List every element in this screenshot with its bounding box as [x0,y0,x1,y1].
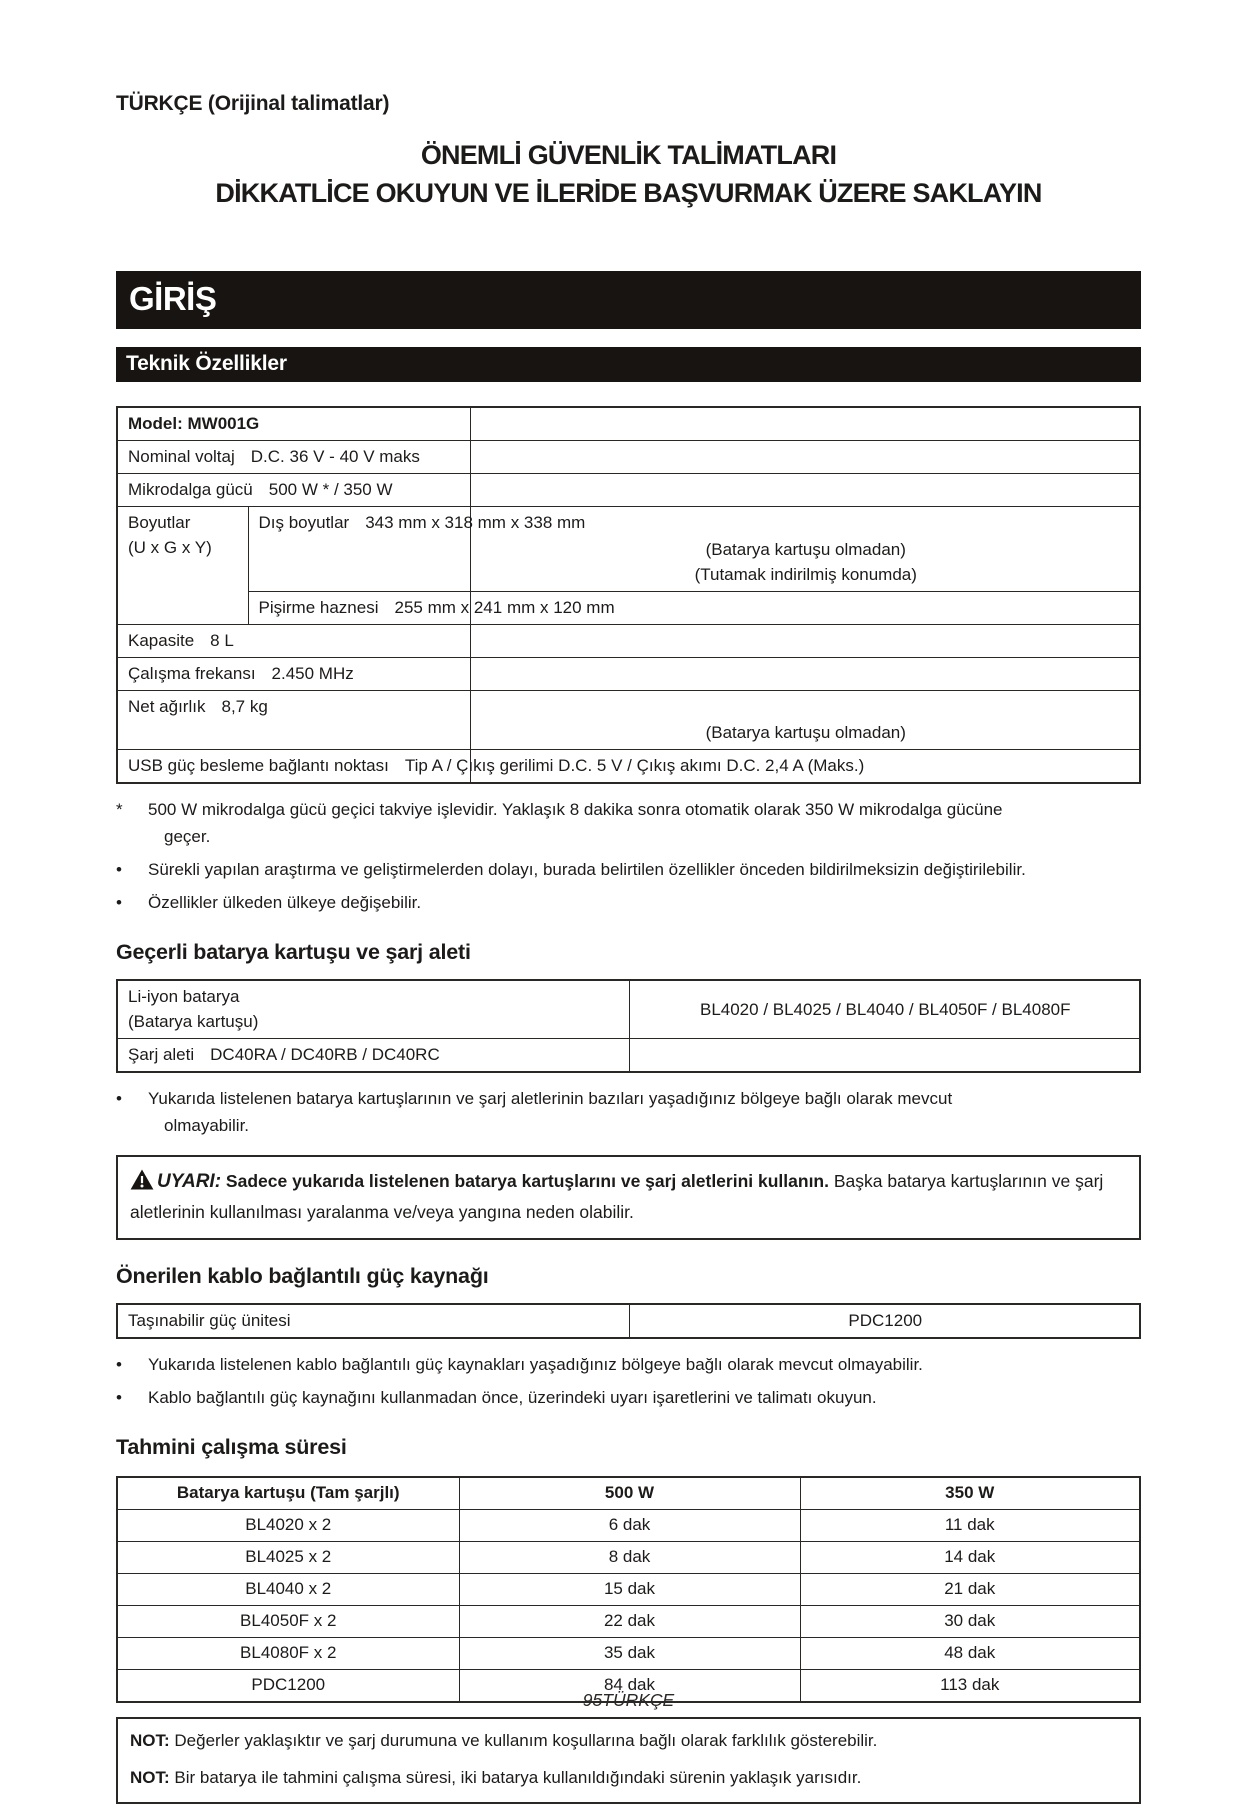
spec-outer-dim-value: 343 mm x 318 mm x 338 mm [365,513,586,532]
warning-bold-text: Sadece yukarıda listelenen batarya kartuşlarını ve şarj aletlerini kullanın. [225,1171,829,1191]
footnote-bullet-2: • Özellikler ülkeden ülkeye değişebilir. [116,889,1036,916]
spec-table [116,406,1141,784]
table-row: BL4080F x 2 35 dak 48 dak [117,1638,1140,1670]
note-label: NOT: [130,1731,170,1750]
page-title-line2: DİKKATLİCE OKUYUN VE İLERİDE BAŞVURMAK ÜZERE SAKLAYIN [215,178,1042,208]
page-title-line1: ÖNEMLİ GÜVENLİK TALİMATLARI [420,140,837,170]
spec-weight-value: 8,7 kg [221,697,268,716]
note-label: NOT: [130,1768,170,1787]
table-row [117,407,1140,441]
section-heading-tech-specs: Teknik Özellikler [116,347,1141,382]
note-line-2: NOT: Bir batarya ile tahmini çalışma süresi, iki batarya kullanıldığındaki sürenin yaklaşık yarısıdır. [130,1768,862,1787]
spec-weight-label: Net ağırlık [128,697,206,716]
spec-outer-dim-notes: (Batarya kartuşu olmadan) (Tutamak indirilmiş konumda) [470,507,1140,592]
runtime-header-500w: 500 W [459,1477,800,1510]
bullet-marker: • [116,860,122,879]
spec-cavity-value: 255 mm x 241 mm x 120 mm [394,598,615,617]
battery-label-cell: Li-iyon batarya (Batarya kartuşu) [117,980,629,1039]
footer-language: TÜRKÇE [602,1690,675,1710]
table-row [117,691,1140,750]
spec-usb-value: Tip A / Çıkış gerilimi D.C. 5 V / Çıkış akımı D.C. 2,4 A (Maks.) [404,756,865,775]
spec-cavity-label: Pişirme haznesi [258,598,379,617]
runtime-header-350w: 350 W [800,1477,1140,1510]
table-row: PDC1200 84 dak 113 dak [117,1670,1140,1703]
table-row [117,1304,1140,1338]
corded-label-cell: Taşınabilir güç ünitesi [117,1304,629,1338]
footnote-star: * 500 W mikrodalga gücü geçici takviye işlevidir. Yaklaşık 8 dakika sonra otomatik olarak 350 W mikrodalga gücüne geçer. [116,796,1036,850]
table-row [117,474,1140,507]
spec-dimensions-label: Boyutlar (U x G x Y) [117,507,248,625]
notes-box [116,1717,1141,1804]
runtime-table [116,1476,1141,1703]
table-row [117,625,1140,658]
bullet-marker: • [116,1355,122,1374]
warning-triangle-icon [130,1169,154,1198]
table-row [117,658,1140,691]
table-row: BL4020 x 2 6 dak 11 dak [117,1510,1140,1542]
warning-box [116,1155,1141,1240]
spec-usb-label: USB güç besleme bağlantı noktası [128,756,389,775]
spec-voltage-label: Nominal voltaj [128,447,235,466]
footnote-bullet-1: • Sürekli yapılan araştırma ve geliştirmelerden dolayı, burada belirtilen özellikler önceden bildirilmeksizin değiştirilebilir. [116,856,1036,883]
page-number: 95 [582,1690,603,1710]
warning-normal-text: Başka batarya kartuşlarının ve şarj aletlerinin kullanılması yaralanma ve/veya yangına neden olabilir. [130,1171,1104,1222]
warning-label: UYARI: [157,1171,222,1192]
battery-value-cell: BL4020 / BL4025 / BL4040 / BL4050F / BL4080F [629,980,1140,1039]
table-row [117,441,1140,474]
corded-value-cell: PDC1200 [629,1304,1140,1338]
bullet-marker: • [116,1089,122,1108]
table-row [117,507,1140,592]
table-row [117,592,1140,625]
section-heading-runtime: Tahmini çalışma süresi [116,1435,347,1459]
section-banner-giris: GİRİŞ [116,271,1141,329]
table-header-row [117,1477,1140,1510]
language-header: TÜRKÇE (Orijinal talimatlar) [116,92,390,115]
bullet-marker: • [116,1388,122,1407]
table-row: BL4025 x 2 8 dak 14 dak [117,1542,1140,1574]
runtime-header-battery: Batarya kartuşu (Tam şarjlı) [117,1477,459,1510]
charger-value: DC40RA / DC40RB / DC40RC [210,1045,440,1064]
page-footer [116,1690,1141,1711]
spec-model: Model: MW001G [128,414,260,433]
footnote-star-marker: * [116,800,123,819]
table-row: BL4050F x 2 22 dak 30 dak [117,1606,1140,1638]
bullet-marker: • [116,893,122,912]
spec-capacity-value: 8 L [210,631,234,650]
corded-power-table [116,1303,1141,1339]
battery-table [116,979,1141,1073]
spec-weight-note: (Batarya kartuşu olmadan) [470,691,1140,750]
charger-label: Şarj aleti [128,1045,195,1064]
spec-frequency-label: Çalışma frekansı [128,664,256,683]
section-heading-battery: Geçerli batarya kartuşu ve şarj aleti [116,940,471,964]
spec-power-value: 500 W * / 350 W [268,480,393,499]
page-content [116,0,1141,1804]
table-row [117,980,1140,1039]
spec-voltage-value: D.C. 36 V - 40 V maks [250,447,420,466]
table-row [117,1039,1140,1073]
table-row: BL4040 x 2 15 dak 21 dak [117,1574,1140,1606]
table-row [117,750,1140,784]
note-line-1: NOT: Değerler yaklaşıktır ve şarj durumuna ve kullanım koşullarına bağlı olarak farklılık gösterebilir. [130,1731,878,1750]
corded-note-2: • Kablo bağlantılı güç kaynağını kullanmadan önce, üzerindeki uyarı işaretlerini ve talimatı okuyun. [116,1384,1036,1411]
spec-frequency-value: 2.450 MHz [271,664,354,683]
spec-power-label: Mikrodalga gücü [128,480,253,499]
spec-outer-dim-label: Dış boyutlar [258,513,350,532]
section-heading-corded: Önerilen kablo bağlantılı güç kaynağı [116,1264,489,1288]
corded-note-1: • Yukarıda listelenen kablo bağlantılı güç kaynakları yaşadığınız bölgeye bağlı olarak mevcut olmayabilir. [116,1351,1036,1378]
battery-note: • Yukarıda listelenen batarya kartuşlarının ve şarj aletlerinin bazıları yaşadığınız bölgeye bağlı olarak mevcut olmayabilir. [116,1085,1036,1139]
spec-capacity-label: Kapasite [128,631,195,650]
